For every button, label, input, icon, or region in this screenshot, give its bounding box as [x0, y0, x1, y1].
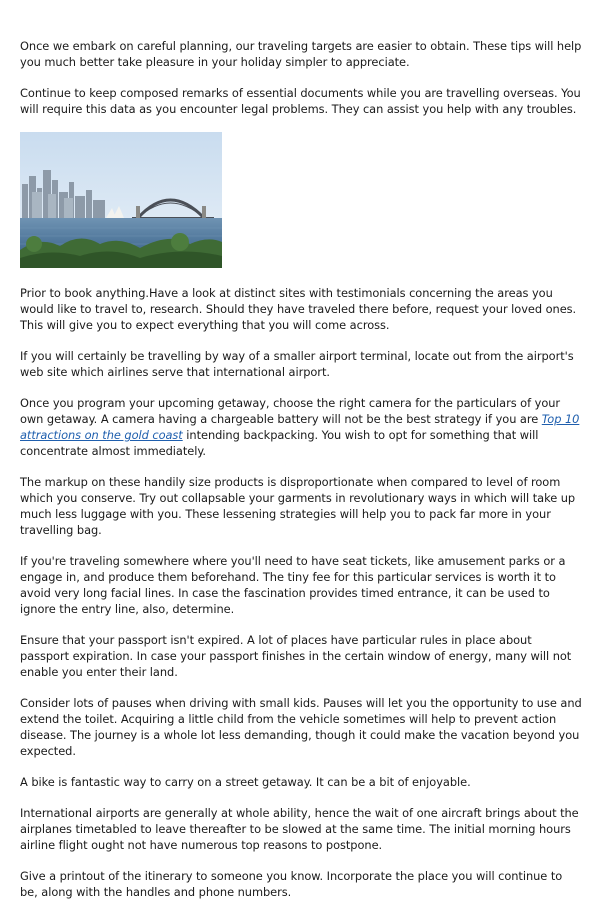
paragraph-camera-text-after: intending backpacking. You wish to opt for something that will concentrate almost immediately. [20, 428, 539, 458]
paragraph-research: Prior to book anything.Have a look at distinct sites with testimonials concerning the areas you would like to travel to, research. Should they have traveled there before, request your loved ones. This will give you to expect everything that you will come across. [20, 286, 577, 332]
paragraph-flights: International airports are generally at whole ability, hence the wait of one aircraft brings about the airplanes timetabled to leave thereafter to be slowed at the same time. The initial morning hours airline flight ought not have numerous top reasons to postpone. [20, 806, 579, 852]
paragraph-camera [20, 395, 582, 459]
paragraph-tickets: If you're traveling somewhere where you'll need to have seat tickets, like amusement parks or a engage in, and produce them beforehand. The tiny fee for this particular services is worth it to avoid very long facial lines. In case the fascination provides timed entrance, it can be used to ignore the entry line, also, determine. [20, 554, 566, 616]
paragraph-itinerary: Give a printout of the itinerary to someone you know. Incorporate the place you will continue to be, along with the handles and phone numbers. [20, 869, 563, 899]
paragraph-documents: Continue to keep composed remarks of essential documents while you are travelling overseas. You will require this data as you encounter legal problems. They can assist you help with any troubles. [20, 86, 581, 116]
paragraph-passport: Ensure that your passport isn't expired. A lot of places have particular rules in place about passport expiration. In case your passport finishes in the certain window of energy, many will not enable you enter their land. [20, 633, 572, 679]
paragraph-airport: If you will certainly be travelling by way of a smaller airport terminal, locate out from the airport's web site which airlines serve that international airport. [20, 349, 574, 379]
paragraph-kids: Consider lots of pauses when driving with small kids. Pauses will let you the opportunity to use and extend the toilet. Acquiring a little child from the vehicle sometimes will help to prevent action disease. The journey is a whole lot less demanding, though it could make the vacation beyond you expected. [20, 696, 582, 758]
paragraph-intro: Once we embark on careful planning, our traveling targets are easier to obtain. These tips will help you much better take pleasure in your holiday simpler to appreciate. [20, 39, 582, 69]
paragraph-packing: The markup on these handily size products is disproportionate when compared to level of room which you conserve. Try out collapsable your garments in revolutionary ways in which will take up much less luggage with you. These lessening strategies will help you to pack far more in your travelling bag. [20, 475, 576, 537]
paragraph-bike: A bike is fantastic way to carry on a street getaway. It can be a bit of enjoyable. [20, 775, 471, 789]
article-body [20, 38, 582, 915]
harbour-city-photo [20, 132, 222, 268]
gold-coast-attractions-link[interactable]: Top 10 attractions on the gold coast [20, 412, 580, 442]
paragraph-camera-text-before: Once you program your upcoming getaway, choose the right camera for the particulars of your own getaway. A camera having a chargeable battery will not be the best strategy if you are [20, 396, 561, 426]
